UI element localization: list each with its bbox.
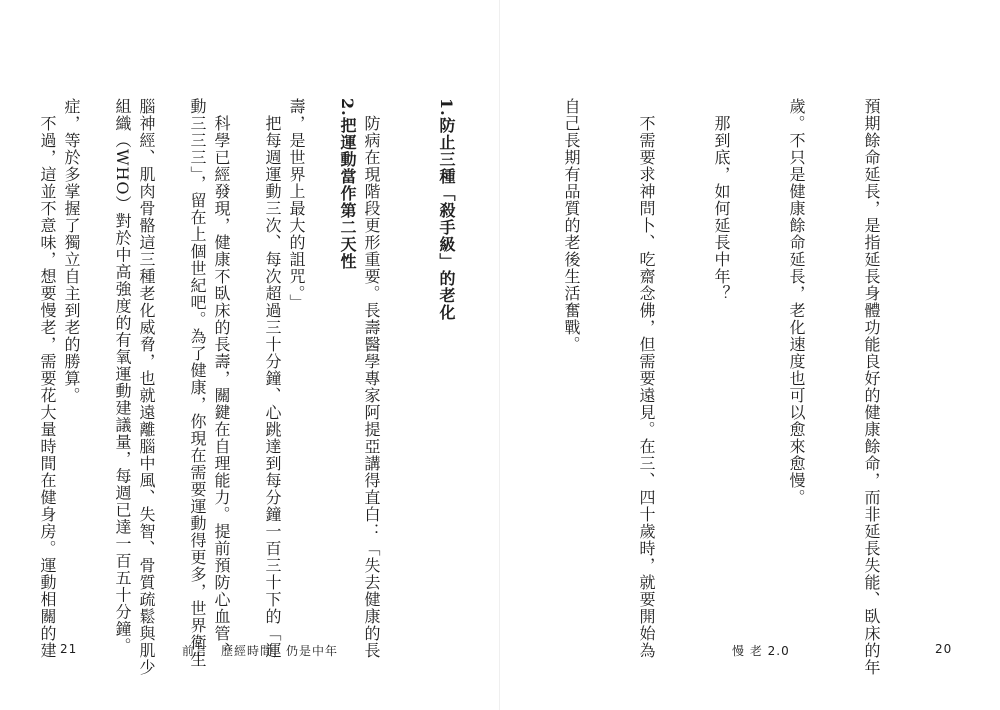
body-line: 壽，是世界上最大的詛咒。」 [287, 98, 306, 311]
body-line: 自己長期有品質的老後生活奮戰。 [562, 98, 581, 353]
body-line: 預期餘命延長，是指延長身體功能良好的健康餘命，而非延長失能、臥床的年 [862, 98, 881, 676]
page-number: 21 [60, 642, 78, 656]
body-line: 不需要求神問卜、吃齋念佛，但需要遠見。在三、四十歲時，就要開始為 [637, 98, 656, 659]
body-line: 那到底，如何延長中年？ [712, 98, 731, 302]
running-title: 前言 歷經時間，仍是中年 [182, 644, 339, 658]
body-line: 症，等於多掌握了獨立自主到老的勝算。 [62, 98, 81, 404]
running-title: 慢 老 2.0 [732, 644, 790, 658]
body-line: 腦神經、肌肉骨骼這三種老化威脅，也就遠離腦中風、失智、骨質疏鬆與肌少 [137, 98, 156, 676]
body-line: 防病在現階段更形重要。長壽醫學專家阿提亞講得直白：「失去健康的長 [362, 98, 381, 659]
body-line: 不過，這並不意味，想要慢老，需要花大量時間在健身房。運動相關的建 [38, 98, 57, 659]
body-line: 科學已經發現，健康不臥床的長壽，關鍵在自理能力。提前預防心血管、 [212, 98, 231, 659]
section-heading: 2.把運動當作第二天性 [338, 98, 357, 270]
page-number: 20 [935, 642, 953, 656]
body-line: 組織（WHO）對於中高強度的有氧運動建議量，每週已達一百五十分鐘。 [113, 98, 132, 655]
body-line: 歲。不只是健康餘命延長，老化速度也可以愈來愈慢。 [787, 98, 806, 506]
body-line: 把每週運動三次、每次超過三十分鐘、心跳達到每分鐘一百三十下的「運 [263, 98, 282, 659]
body-line: 動三三三」，留在上個世紀吧。為了健康，你現在需要運動得更多，世界衛生 [188, 98, 207, 668]
section-heading: 1.防止三種「殺手級」的老化 [437, 98, 456, 321]
